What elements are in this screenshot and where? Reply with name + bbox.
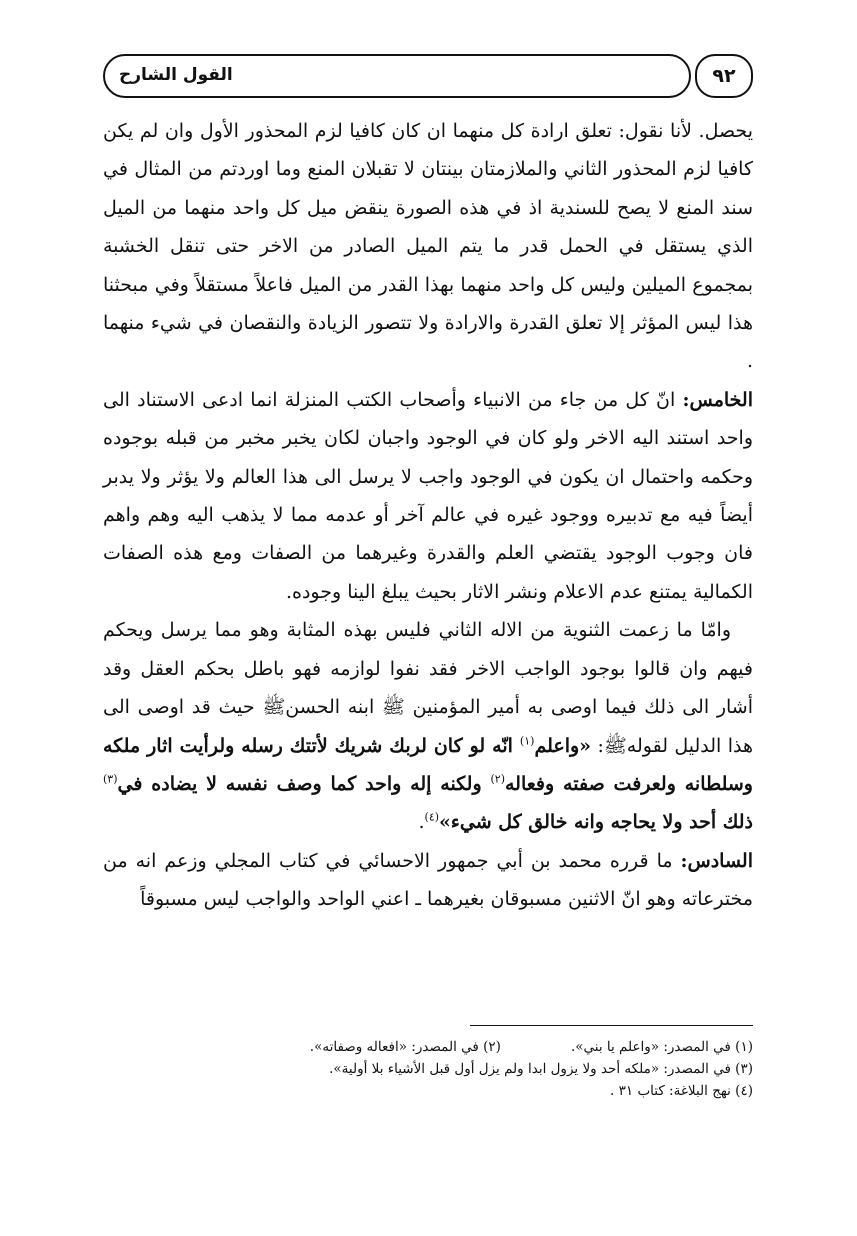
- paragraph-1: يحصل. لأنا نقول: تعلق ارادة كل منهما ان كان كافيا لزم المحذور الأول وان لم يكن كافيا لزم المحذور الثاني والملازمتان بينتان لا تقبلان المنع وما اوردتم من المثال في سند المنع لا يصح للسندية اذ في هذه الصورة ينقض ميل كل واحد منهما من الميل الذي يستقل في الحمل قدر ما يتم الميل الصادر من الاخر حتى تنقل الخشبة بمجموع الميلين وليس كل واحد منهما بهذا القدر من الميل فاعلاً مستقلاً وفي مبحثنا هذا ليس المؤثر إلا تعلق القدرة والارادة ولا تتصور الزيادة والنقصان في شيء منهما .: [103, 120, 753, 373]
- footnote-3: (٣) في المصدر: «ملكه أحد ولا يزول ابدا ولم يزل أول قبل الأشياء بلا أولية».: [329, 1061, 753, 1077]
- section-label-sixth: السادس:: [680, 849, 753, 872]
- paragraph-2: [103, 381, 753, 611]
- page-header: [103, 54, 753, 102]
- running-title-frame: [103, 54, 691, 98]
- main-text: [103, 112, 753, 919]
- footnote-1: (١) في المصدر: «واعلم يا بني».: [570, 1039, 753, 1055]
- running-title: القول الشارح: [119, 65, 233, 85]
- footnote-ref-4[interactable]: (٤): [424, 810, 440, 824]
- footnote-divider: [470, 1025, 753, 1026]
- quote-part-2: انّه لو كان لربك شريك لأتتك رسله ولرأيت اثار ملكه وسلطانه ولعرفت صفته وفعاله: [103, 734, 753, 795]
- paragraph-2-text: انّ كل من جاء من الانبياء وأصحاب الكتب المنزلة انما ادعى الاستناد الى واحد استند اليه الاخر ولو كان في الوجود واجبان لكان يخبر مخبر من قبله بوجوده وحكمه واحتمال ان يكون في الوجود واجب لا يرسل الى هذا العالم ولا يؤثر ولا يدبر أيضاً فيه مع تدبيره ووجود غيره في عالم آخر أو عدمه مما لا يذهب اليه وهم واهم فان وجوب الوجود يقتضي العلم والقدرة وغيرهما من الصفات ومع هذه الصفات الكمالية يمتنع عدم الاعلام ونشر الاثار بحيث يبلغ الينا وجوده.: [103, 388, 753, 603]
- footnote-ref-3[interactable]: (٣): [103, 772, 118, 786]
- footnote-4: (٤) نهج البلاغة: كتاب ٣١ .: [610, 1083, 753, 1099]
- footnote-row-2: [103, 1058, 753, 1080]
- paragraph-3-end: .: [418, 811, 425, 834]
- section-label-fifth: الخامس:: [682, 388, 753, 411]
- paragraph-4-text: ما قرره محمد بن أبي جمهور الاحسائي في كتاب المجلي وزعم انه من مخترعاته وهو انّ الاثنين مسبوقان بغيرهما ـ اعني الواحد والواجب ليس مسبوقاً: [103, 849, 753, 911]
- footnote-row-3: [103, 1080, 753, 1102]
- footnote-ref-1[interactable]: (١): [519, 734, 535, 748]
- paragraph-3: [103, 611, 753, 841]
- quote-part-1: «واعلم: [534, 734, 592, 757]
- footnote-ref-2[interactable]: (٢): [490, 772, 505, 786]
- paragraph-4: [103, 842, 753, 919]
- quote-part-3: ولكنه إله واحد كما وصف نفسه لا يضاده في: [117, 772, 491, 795]
- footnote-2: (٢) في المصدر: «افعاله وصفاته».: [309, 1039, 501, 1055]
- footnotes: [103, 1036, 753, 1102]
- paragraph-3-intro: وامّا ما زعمت الثنوية من الاله الثاني فليس بهذه المثابة وهو مما يرسل ويحكم فيهم وان قالوا بوجود الواجب الاخر فقد نفوا لوازمه فهو باطل بحكم العقل وقد أشار الى ذلك فيما اوصى به أمير المؤمنين ﷺ ابنه الحسنﷺ حيث قد اوصى الى هذا الدليل لقولهﷺ:: [103, 619, 753, 757]
- footnote-row-1: [103, 1036, 753, 1058]
- page-number: ٩٢: [695, 54, 753, 98]
- quote-part-4: ذلك أحد ولا يحاجه وانه خالق كل شيء»: [439, 811, 753, 834]
